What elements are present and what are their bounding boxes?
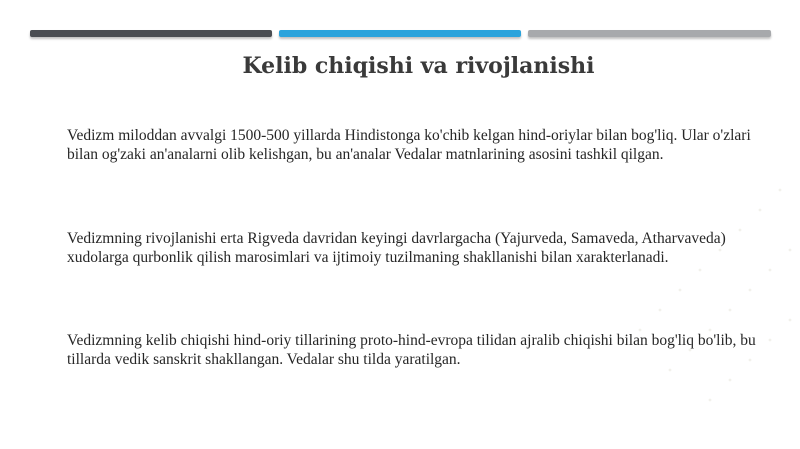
header-bar-middle (279, 30, 521, 37)
slide-title: Kelib chiqishi va rivojlanishi (242, 53, 595, 79)
background-pattern-decoration (600, 120, 800, 440)
paragraph-development: Vedizmning rivojlanishi erta Rigveda davridan keyingi davrlargacha (Yajurveda, Samaveda, Atharvaveda) xudolarga qurbonlik qilish marosimlari va ijtimoiy tuzilmaning shakllanishi bilan xarakterlanadi. (67, 230, 726, 266)
header-bar-right (528, 30, 771, 37)
paragraph-origin: Vedizm miloddan avvalgi 1500-500 yillarda Hindistonga ko'chib kelgan hind-oriylar bilan bog'liq. Ular o'zlari bilan og'zaki an'analarni olib kelishgan, bu an'analar Vedalar matnlarining asosini tashkil qilgan. (67, 127, 751, 163)
paragraph-language: Vedizmning kelib chiqishi hind-oriy tillarining proto-hind-evropa tilidan ajralib chiqishi bilan bog'liq bo'lib, bu tillarda vedik sanskrit shakllangan. Vedalar shu tilda yaratilgan. (67, 332, 756, 368)
header-bar-left (30, 30, 272, 37)
